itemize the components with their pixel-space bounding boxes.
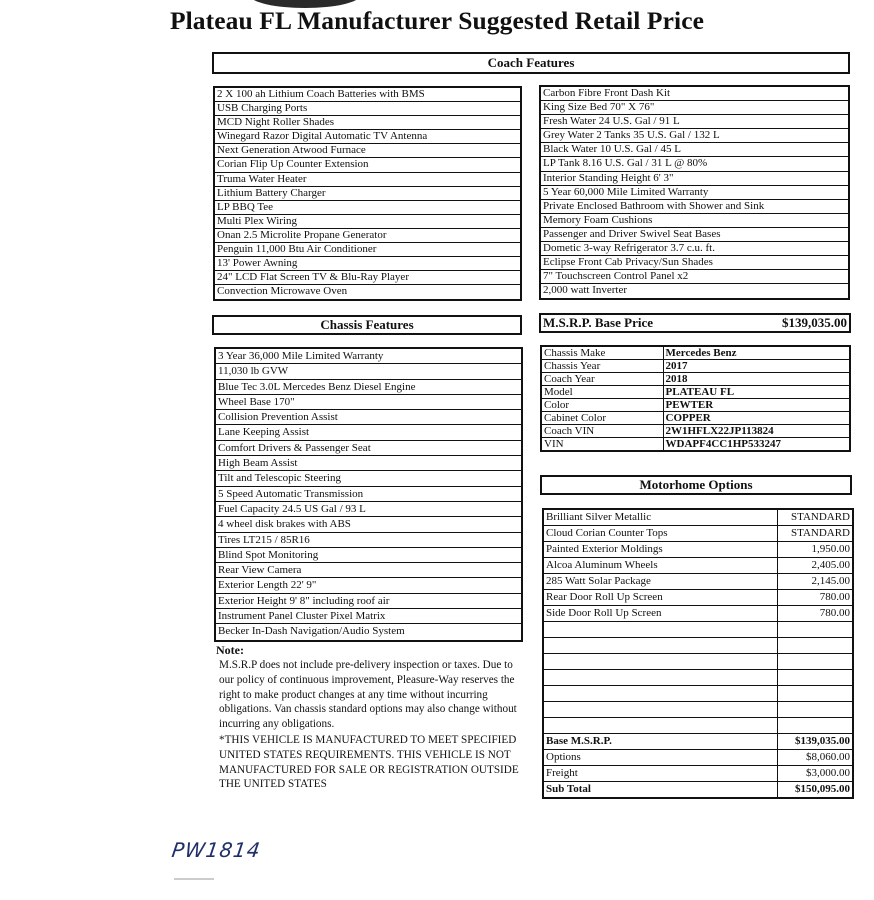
option-price: 780.00 — [777, 606, 853, 622]
list-item: King Size Bed 70" X 76" — [541, 101, 848, 115]
option-name: 285 Watt Solar Package — [543, 574, 777, 590]
spec-value: Mercedes Benz — [663, 346, 850, 360]
total-label: Sub Total — [543, 782, 777, 799]
option-row — [543, 718, 853, 734]
list-item: Instrument Panel Cluster Pixel Matrix — [216, 609, 521, 624]
list-item: USB Charging Ports — [215, 102, 520, 116]
list-item: Onan 2.5 Microlite Propane Generator — [215, 229, 520, 243]
option-price: STANDARD — [777, 526, 853, 542]
option-row — [543, 606, 853, 622]
option-price: 1,950.00 — [777, 542, 853, 558]
total-row — [543, 766, 853, 782]
spec-row — [541, 399, 850, 412]
list-item: 7" Touchscreen Control Panel x2 — [541, 270, 848, 284]
option-row — [543, 702, 853, 718]
msrp-base-value: $139,035.00 — [782, 315, 847, 330]
list-item: Next Generation Atwood Furnace — [215, 144, 520, 158]
spec-value: 2018 — [663, 373, 850, 386]
motorhome-options-header: Motorhome Options — [540, 475, 852, 495]
list-item: 3 Year 36,000 Mile Limited Warranty — [216, 349, 521, 364]
list-item: Blue Tec 3.0L Mercedes Benz Diesel Engine — [216, 380, 521, 395]
list-item: Blind Spot Monitoring — [216, 548, 521, 563]
option-price: 780.00 — [777, 590, 853, 606]
option-row — [543, 590, 853, 606]
list-item: Truma Water Heater — [215, 173, 520, 187]
option-name — [543, 686, 777, 702]
list-item: 5 Year 60,000 Mile Limited Warranty — [541, 186, 848, 200]
spec-row — [541, 412, 850, 425]
spec-label: Cabinet Color — [541, 412, 663, 425]
list-item: Fresh Water 24 U.S. Gal / 91 L — [541, 115, 848, 129]
option-price — [777, 718, 853, 734]
spec-row — [541, 438, 850, 452]
total-label: Base M.S.R.P. — [543, 734, 777, 750]
list-item: Lithium Battery Charger — [215, 187, 520, 201]
option-name — [543, 718, 777, 734]
option-price — [777, 686, 853, 702]
list-item: Wheel Base 170" — [216, 395, 521, 410]
list-item: Exterior Length 22' 9" — [216, 578, 521, 593]
list-item: Lane Keeping Assist — [216, 425, 521, 440]
option-name — [543, 638, 777, 654]
option-price — [777, 670, 853, 686]
list-item: 2,000 watt Inverter — [543, 284, 627, 297]
total-label: Options — [543, 750, 777, 766]
scan-smudge — [174, 878, 214, 880]
option-price: 2,405.00 — [777, 558, 853, 574]
list-item: Dometic 3-way Refrigerator 3.7 c.u. ft. — [541, 242, 848, 256]
msrp-base-price — [539, 313, 851, 333]
option-name — [543, 654, 777, 670]
list-item: Memory Foam Cushions — [541, 214, 848, 228]
option-name: Brilliant Silver Metallic — [543, 509, 777, 526]
option-price: 2,145.00 — [777, 574, 853, 590]
spec-value: 2W1HFLX22JP113824 — [663, 425, 850, 438]
option-price — [777, 702, 853, 718]
spec-row — [541, 346, 850, 360]
list-item: Interior Standing Height 6' 3" — [541, 172, 848, 186]
total-row — [543, 782, 853, 799]
handwritten-stock-number: PW1814 — [170, 838, 263, 862]
page-title: Plateau FL Manufacturer Suggested Retail Price — [169, 6, 705, 35]
option-name: Rear Door Roll Up Screen — [543, 590, 777, 606]
total-value: $3,000.00 — [777, 766, 853, 782]
list-item: Fuel Capacity 24.5 US Gal / 93 L — [216, 502, 521, 517]
total-value: $139,035.00 — [777, 734, 853, 750]
list-item: Tires LT215 / 85R16 — [216, 533, 521, 548]
spec-label: Coach Year — [541, 373, 663, 386]
chassis-features-header: Chassis Features — [212, 315, 522, 335]
option-name: Painted Exterior Moldings — [543, 542, 777, 558]
total-label: Freight — [543, 766, 777, 782]
option-row — [543, 542, 853, 558]
list-item: LP BBQ Tee — [215, 201, 520, 215]
list-item: Collision Prevention Assist — [216, 410, 521, 425]
list-item: MCD Night Roller Shades — [215, 116, 520, 130]
coach-features-header: Coach Features — [212, 52, 850, 74]
note-paragraph-1: M.S.R.P does not include pre-delivery inspection or taxes. Due to our policy of continuous improvement, Pleasure-Way reserves the right to make product changes at any time without incurring obligations. Van chassis standard options may also change without incurring any obligations. — [219, 659, 517, 731]
list-item: Private Enclosed Bathroom with Shower and Sink — [541, 200, 848, 214]
list-item: Comfort Drivers & Passenger Seat — [216, 441, 521, 456]
option-row — [543, 509, 853, 526]
spec-label: Model — [541, 386, 663, 399]
option-row — [543, 574, 853, 590]
list-item: Black Water 10 U.S. Gal / 45 L — [541, 143, 848, 157]
total-row — [543, 750, 853, 766]
spec-row — [541, 386, 850, 399]
spec-value: PLATEAU FL — [663, 386, 850, 399]
option-price — [777, 654, 853, 670]
coach-features-left-list — [213, 86, 522, 301]
option-price: STANDARD — [777, 509, 853, 526]
spec-value: 2017 — [663, 360, 850, 373]
list-item: High Beam Assist — [216, 456, 521, 471]
option-name: Alcoa Aluminum Wheels — [543, 558, 777, 574]
spec-value: WDAPF4CC1HP533247 — [663, 438, 850, 452]
list-item: Winegard Razor Digital Automatic TV Antenna — [215, 130, 520, 144]
list-item: Convection Microwave Oven — [217, 285, 348, 298]
option-row — [543, 686, 853, 702]
spec-label: Chassis Make — [541, 346, 663, 360]
spec-value: PEWTER — [663, 399, 850, 412]
coach-features-right-list — [539, 85, 850, 300]
msrp-base-label: M.S.R.P. Base Price — [543, 315, 653, 330]
spec-row — [541, 360, 850, 373]
option-row — [543, 558, 853, 574]
list-item: Becker In-Dash Navigation/Audio System — [218, 625, 405, 638]
list-item: Rear View Camera — [216, 563, 521, 578]
list-item: 13' Power Awning — [215, 257, 520, 271]
spec-row — [541, 425, 850, 438]
list-item: Exterior Height 9' 8" including roof air — [216, 594, 521, 609]
list-item: 11,030 lb GVW — [216, 364, 521, 379]
spec-value: COPPER — [663, 412, 850, 425]
option-row — [543, 670, 853, 686]
list-item: Corian Flip Up Counter Extension — [215, 158, 520, 172]
total-value: $150,095.00 — [777, 782, 853, 799]
option-row — [543, 638, 853, 654]
chassis-features-list — [214, 347, 523, 642]
list-item: Penguin 11,000 Btu Air Conditioner — [215, 243, 520, 257]
spec-label: Coach VIN — [541, 425, 663, 438]
option-price — [777, 622, 853, 638]
option-name — [543, 622, 777, 638]
list-item: 5 Speed Automatic Transmission — [216, 487, 521, 502]
option-row — [543, 526, 853, 542]
list-item: Eclipse Front Cab Privacy/Sun Shades — [541, 256, 848, 270]
list-item: 24" LCD Flat Screen TV & Blu-Ray Player — [215, 271, 520, 285]
note-title: Note: — [216, 643, 244, 657]
list-item: LP Tank 8.16 U.S. Gal / 31 L @ 80% — [541, 157, 848, 171]
note-text — [219, 658, 527, 793]
total-value: $8,060.00 — [777, 750, 853, 766]
option-name — [543, 702, 777, 718]
option-row — [543, 654, 853, 670]
spec-row — [541, 373, 850, 386]
list-item: Tilt and Telescopic Steering — [216, 471, 521, 486]
vehicle-spec-table — [540, 345, 851, 452]
spec-label: Color — [541, 399, 663, 412]
option-price — [777, 638, 853, 654]
list-item: Passenger and Driver Swivel Seat Bases — [541, 228, 848, 242]
spec-label: VIN — [541, 438, 663, 452]
note-paragraph-2: *THIS VEHICLE IS MANUFACTURED TO MEET SPECIFIED UNITED STATES REQUIREMENTS. THIS VEHICLE IS NOT MANUFACTURED FOR SALE OR REGISTRATION OUTSIDE THE UNITED STATES — [219, 733, 519, 791]
list-item: Multi Plex Wiring — [215, 215, 520, 229]
list-item: 4 wheel disk brakes with ABS — [216, 517, 521, 532]
list-item: Grey Water 2 Tanks 35 U.S. Gal / 132 L — [541, 129, 848, 143]
list-item: Carbon Fibre Front Dash Kit — [541, 87, 848, 101]
total-row — [543, 734, 853, 750]
motorhome-options-table — [542, 508, 854, 799]
spec-label: Chassis Year — [541, 360, 663, 373]
option-row — [543, 622, 853, 638]
list-item: 2 X 100 ah Lithium Coach Batteries with BMS — [215, 88, 520, 102]
option-name: Cloud Corian Counter Tops — [543, 526, 777, 542]
option-name: Side Door Roll Up Screen — [543, 606, 777, 622]
option-name — [543, 670, 777, 686]
